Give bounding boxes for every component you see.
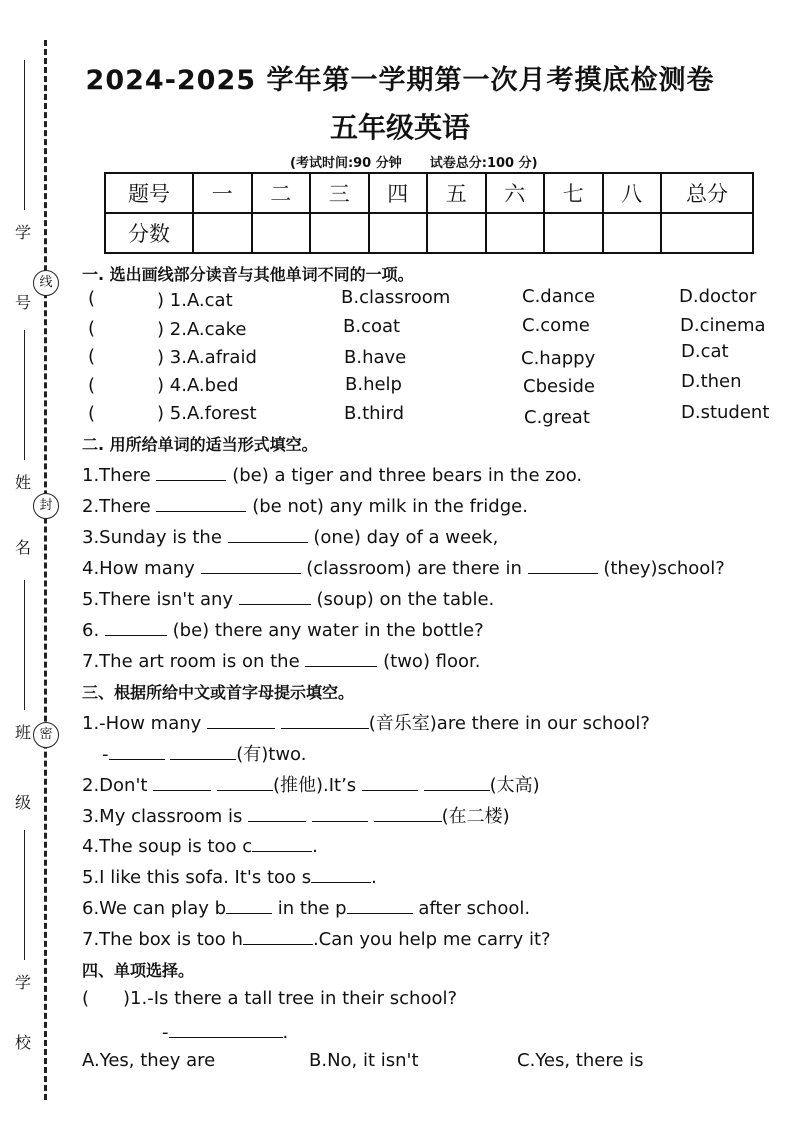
exam-info — [290, 152, 566, 171]
gutter-label-ji: 级 — [14, 793, 31, 812]
choice-a[interactable]: A.Yes, they are — [82, 1050, 216, 1071]
answer-blank[interactable] — [528, 555, 598, 574]
score-cell[interactable] — [486, 213, 545, 253]
section2-heading: 二. 用所给单词的适当形式填空。 — [82, 435, 318, 454]
gutter-label-hao: 号 — [14, 293, 31, 312]
page-title: 2024-2025 学年第一学期第一次月考摸底检测卷 — [85, 65, 715, 96]
question-3-5: 5.I like this sofa. It's too s . — [82, 864, 377, 888]
option-a: ) 2.A.cake — [157, 319, 247, 340]
answer-blank[interactable] — [109, 741, 165, 760]
seal-circle-xian: 线 — [33, 270, 59, 296]
option-c: C.come — [522, 315, 590, 336]
answer-blank[interactable] — [156, 462, 226, 481]
answer-blank[interactable] — [217, 772, 273, 791]
score-cell[interactable] — [427, 213, 486, 253]
score-cell[interactable] — [193, 213, 252, 253]
gutter-label-xue2: 学 — [14, 973, 31, 992]
gutter-line — [24, 330, 25, 460]
answer-paren[interactable]: ( — [88, 346, 96, 367]
option-a: ) 5.A.forest — [157, 403, 257, 424]
option-a: ) 4.A.bed — [157, 375, 239, 396]
score-table-score-row — [105, 213, 753, 253]
question-3-1: 1.-How many (音乐室)are there in our school? — [82, 709, 650, 735]
answer-blank[interactable] — [228, 524, 308, 543]
section3-heading: 三、根据所给中文或首字母提示填空。 — [82, 683, 355, 702]
option-d: D.cinema — [680, 315, 766, 336]
question-2-4: 4.How many (classroom) are there in (they)school? — [82, 555, 725, 579]
option-c: C.happy — [521, 348, 596, 369]
answer-blank[interactable] — [374, 803, 442, 822]
option-b: B.have — [344, 347, 407, 368]
header-cell: 题号 — [105, 173, 193, 213]
answer-blank[interactable] — [424, 772, 490, 791]
answer-paren[interactable]: ( — [88, 318, 96, 339]
answer-blank[interactable] — [207, 710, 275, 729]
seal-circle-feng: 封 — [33, 493, 59, 519]
binding-dashed-line — [44, 40, 47, 1100]
score-table — [104, 172, 754, 254]
answer-blank[interactable] — [311, 864, 371, 883]
question-3-6: 6.We can play b in the p after school. — [82, 895, 530, 919]
header-cell: 二 — [252, 173, 311, 213]
choice-c[interactable]: C.Yes, there is — [517, 1050, 644, 1071]
score-row-label: 分数 — [105, 213, 193, 253]
option-c: Cbeside — [523, 376, 595, 397]
gutter-label-xiao: 校 — [14, 1033, 31, 1052]
option-c: C.dance — [522, 286, 596, 307]
answer-blank[interactable] — [362, 772, 418, 791]
question-2-7: 7.The art room is on the (two) floor. — [82, 648, 481, 672]
score-table-header-row — [105, 173, 753, 213]
option-d: D.student — [681, 402, 770, 423]
gutter-label-xue: 学 — [14, 223, 31, 242]
option-b: B.help — [345, 374, 402, 395]
answer-blank[interactable] — [248, 803, 306, 822]
answer-blank[interactable] — [347, 895, 413, 914]
answer-paren[interactable]: ( — [88, 403, 96, 424]
gutter-label-ban: 班 — [14, 723, 31, 742]
answer-paren[interactable]: ( — [88, 375, 96, 396]
gutter-line — [24, 830, 25, 960]
answer-blank[interactable] — [312, 803, 368, 822]
question-2-6: 6. (be) there any water in the bottle? — [82, 617, 484, 641]
header-cell: 三 — [310, 173, 369, 213]
header-cell: 六 — [486, 173, 545, 213]
answer-paren[interactable]: ( — [88, 288, 96, 309]
answer-blank[interactable] — [243, 926, 313, 945]
total-score: 试卷总分:100 分) — [429, 156, 538, 171]
answer-paren[interactable]: ( — [82, 988, 90, 1009]
option-d: D.doctor — [679, 286, 757, 307]
answer-blank[interactable] — [153, 772, 211, 791]
page-subtitle: 五年级英语 — [329, 111, 470, 144]
question-4-1-reply: - . — [162, 1019, 288, 1043]
gutter-label-xing: 姓 — [14, 473, 31, 492]
option-d: D.cat — [681, 341, 729, 362]
question-2-5: 5.There isn't any (soup) on the table. — [82, 586, 494, 610]
question-3-3: 3.My classroom is (在二楼) — [82, 802, 510, 828]
header-cell: 八 — [603, 173, 662, 213]
question-4-1: ( )1.-Is there a tall tree in their school? — [82, 988, 458, 1009]
question-2-3: 3.Sunday is the (one) day of a week, — [82, 524, 498, 548]
header-cell: 四 — [369, 173, 428, 213]
score-cell[interactable] — [544, 213, 603, 253]
option-d: D.then — [681, 371, 742, 392]
header-cell: 五 — [427, 173, 486, 213]
answer-blank[interactable] — [281, 710, 369, 729]
option-b: B.classroom — [341, 287, 451, 308]
question-3-2: 2.Don't (推他).It’s (太高) — [82, 771, 540, 797]
answer-blank[interactable] — [169, 1019, 283, 1038]
answer-blank[interactable] — [105, 617, 167, 636]
question-3-7: 7.The box is too h .Can you help me carry it? — [82, 926, 551, 950]
question-3-4: 4.The soup is too c . — [82, 833, 318, 857]
score-cell[interactable] — [369, 213, 428, 253]
answer-blank[interactable] — [201, 555, 301, 574]
gutter-line — [24, 580, 25, 710]
section1-heading: 一. 选出画线部分读音与其他单词不同的一项。 — [82, 265, 414, 284]
score-cell[interactable] — [661, 213, 753, 253]
choice-b[interactable]: B.No, it isn't — [309, 1050, 419, 1071]
score-cell[interactable] — [252, 213, 311, 253]
option-b: B.coat — [343, 316, 401, 337]
question-2-2: 2.There (be not) any milk in the fridge. — [82, 493, 528, 517]
answer-blank[interactable] — [156, 493, 246, 512]
option-b: B.third — [344, 403, 405, 424]
answer-blank[interactable] — [170, 741, 236, 760]
score-cell[interactable] — [603, 213, 662, 253]
header-cell: 总分 — [661, 173, 753, 213]
section4-heading: 四、单项选择。 — [82, 961, 195, 980]
option-a: ) 3.A.afraid — [157, 347, 257, 368]
question-3-1-reply: - (有)two. — [102, 740, 306, 766]
option-a: ) 1.A.cat — [157, 290, 233, 311]
header-cell: 七 — [544, 173, 603, 213]
score-cell[interactable] — [310, 213, 369, 253]
answer-blank[interactable] — [252, 833, 312, 852]
question-2-1: 1.There (be) a tiger and three bears in the zoo. — [82, 462, 582, 486]
option-c: C.great — [524, 407, 590, 428]
answer-blank[interactable] — [226, 895, 272, 914]
gutter-label-ming: 名 — [14, 538, 31, 557]
answer-blank[interactable] — [239, 586, 311, 605]
seal-circle-mi: 密 — [33, 722, 59, 748]
header-cell: 一 — [193, 173, 252, 213]
exam-time: (考试时间:90 分钟 — [290, 156, 402, 171]
answer-blank[interactable] — [305, 648, 377, 667]
